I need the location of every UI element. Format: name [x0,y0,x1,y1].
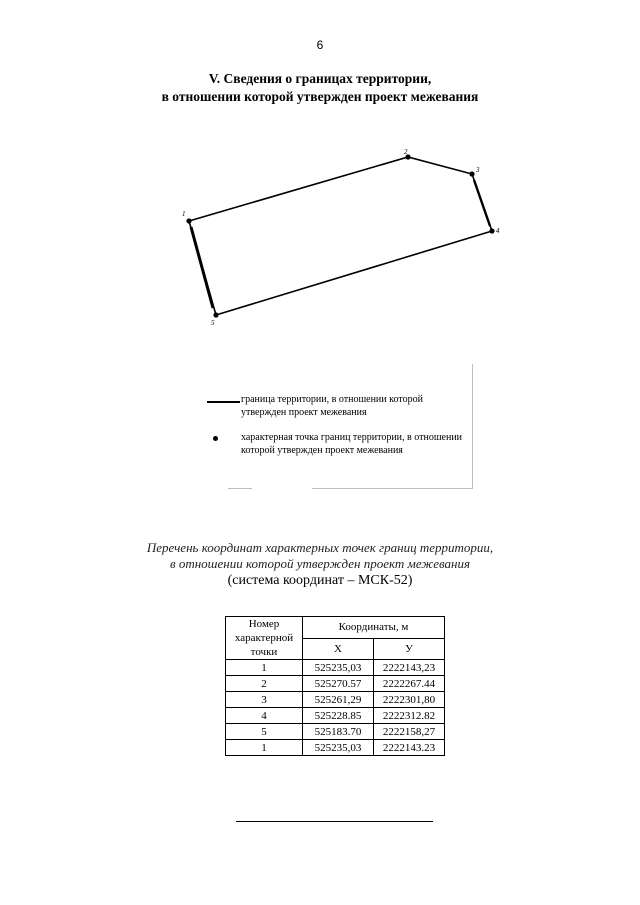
page-number: 6 [316,38,324,52]
coordinate-system-label: (система координат – МСК-52) [227,573,413,588]
point-label-1: 1 [182,210,186,218]
heading-line-2: в отношении которой утвержден проект межевания [161,89,479,104]
header-y: У [374,638,445,660]
boundary-point-3 [469,171,474,176]
x-coordinate-cell: 525235,03 [303,660,374,676]
legend-frame-gap [200,486,228,489]
coordinates-table [225,616,445,756]
boundary-polygon [189,157,492,315]
point-label-3: 3 [476,166,480,174]
boundary-edge-thick-1 [191,227,213,308]
boundary-edge-thick-2 [474,180,490,226]
x-coordinate-cell: 525183.70 [303,724,374,740]
header-x: X [303,638,374,660]
y-coordinate-cell: 2222301,80 [374,692,445,708]
list-title-line-1: Перечень координат характерных точек границ территории, [146,540,494,555]
point-number-cell: 3 [226,692,303,708]
coordinates-table-body [226,660,445,756]
y-coordinate-cell: 2222312.82 [374,708,445,724]
table-row [226,740,445,756]
legend-point-label: характерная точка границ территории, в отношении которой утвержден проект межевания [241,432,463,456]
heading-line-1: V. Сведения о границах территории, [208,71,432,86]
legend-frame [200,364,473,489]
table-row [226,660,445,676]
point-number-cell: 2 [226,676,303,692]
legend-point-symbol [213,436,218,441]
coordinates-list-title [0,540,640,572]
point-label-2: 2 [404,148,408,156]
y-coordinate-cell: 2222143,23 [374,660,445,676]
x-coordinate-cell: 525235,03 [303,740,374,756]
point-number-cell: 1 [226,740,303,756]
header-coordinates: Координаты, м [303,617,445,639]
table-row [226,724,445,740]
closing-rule [236,821,433,822]
point-number-cell: 4 [226,708,303,724]
x-coordinate-cell: 525261,29 [303,692,374,708]
header-point-number: Номер характерной точки [226,617,303,660]
y-coordinate-cell: 2222267.44 [374,676,445,692]
point-label-4: 4 [496,227,500,235]
legend-line-symbol [207,401,240,403]
boundary-point-5 [213,312,218,317]
point-number-cell: 5 [226,724,303,740]
list-title-line-2: в отношении которой утвержден проект межевания [169,556,471,571]
legend-line-label: граница территории, в отношении которой утвержден проект межевания [241,394,423,418]
y-coordinate-cell: 2222158,27 [374,724,445,740]
table-row [226,692,445,708]
boundary-point-1 [186,218,191,223]
table-row [226,676,445,692]
legend-frame-gap [252,486,312,489]
boundary-diagram [0,0,640,360]
x-coordinate-cell: 525228.85 [303,708,374,724]
point-label-5: 5 [211,319,215,327]
boundary-point-4 [489,228,494,233]
x-coordinate-cell: 525270.57 [303,676,374,692]
y-coordinate-cell: 2222143.23 [374,740,445,756]
point-number-cell: 1 [226,660,303,676]
table-row [226,708,445,724]
